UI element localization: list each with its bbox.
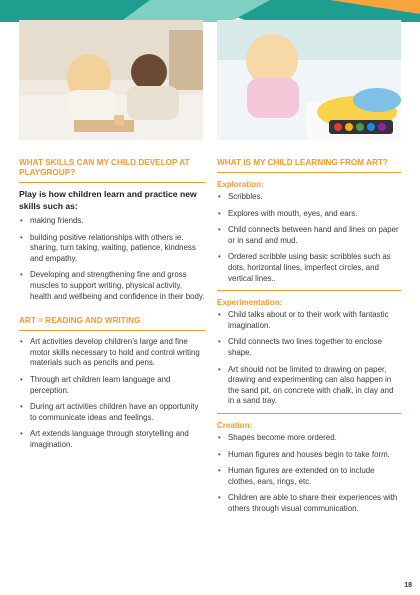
exploration-label: Exploration:: [217, 180, 264, 189]
left-column: [19, 158, 205, 457]
list-item: • Art should not be limited to drawing on paper, drawing and experimenting can also happen in the sand pit, on concrete with chalk, in clay and in a sand tray.: [217, 365, 401, 407]
list-item: • building positive relationships with others ie. sharing, turn taking, waiting, patience, kindness and empathy.: [19, 233, 205, 265]
skills-lead: Play is how children learn and practice new skills such as:: [19, 189, 197, 211]
experimentation-label: Experimentation:: [217, 298, 283, 308]
exploration-list: [217, 192, 401, 284]
list-item: • making friends.: [19, 216, 205, 227]
list-item: • Through art children learn language and perception.: [19, 375, 205, 396]
skills-list: [19, 216, 205, 302]
list-item: • Child connects between hand and lines on paper or in sand and mud.: [217, 225, 401, 246]
section-divider: [217, 413, 401, 414]
list-item: • Explores with mouth, eyes, and ears.: [217, 209, 401, 220]
decorative-header-band: [0, 0, 420, 22]
list-item: • Developing and strengthening fine and gross muscles to support writing, physical activity, health and wellbeing and confidence in their body.: [19, 270, 205, 302]
list-item: • Scribbles.: [217, 192, 401, 203]
creation-label: Creation:: [217, 420, 253, 430]
art-list: [19, 337, 205, 450]
right-column: [217, 158, 401, 520]
heading-divider: [217, 172, 401, 173]
list-item: • Human figures and houses begin to take form.: [217, 450, 401, 461]
list-item: • Art extends language through storytelling and imagination.: [19, 429, 205, 450]
list-item: • Children are able to share their experiences with others through visual communication.: [217, 493, 401, 514]
list-item: • Human figures are extended on to include clothes, ears, rings, etc.: [217, 466, 401, 487]
heading-divider: [19, 182, 205, 183]
list-item: • Ordered scribble using basic scribbles such as dots, horizontal lines, imperfect circles, and vertical lines..: [217, 252, 401, 284]
experimentation-list: [217, 310, 401, 407]
section-divider: [217, 290, 401, 291]
list-item: • Child connects two lines together to enclose shape.: [217, 337, 401, 358]
skills-heading: WHAT SKILLS CAN MY CHILD DEVELOP AT PLAYGROUP?: [19, 158, 190, 177]
learning-heading: WHAT IS MY CHILD LEARNING FROM ART?: [217, 158, 388, 167]
page-number: 18: [404, 582, 412, 589]
list-item: • During art activities children have an opportunity to communicate ideas and feelings.: [19, 402, 205, 423]
photo-child-painting: [217, 20, 401, 140]
list-item: • Shapes become more ordered.: [217, 433, 401, 444]
photo-children-playing-blocks: [19, 20, 203, 140]
list-item: • Child talks about or to their work with fantastic imagination.: [217, 310, 401, 331]
creation-list: [217, 433, 401, 515]
list-item: • Art activities develop children’s large and fine motor skills necessary to hold and control writing materials such as pencils and pens.: [19, 337, 205, 369]
art-heading: ART = READING AND WRITING: [19, 316, 141, 326]
heading-divider: [19, 330, 205, 331]
